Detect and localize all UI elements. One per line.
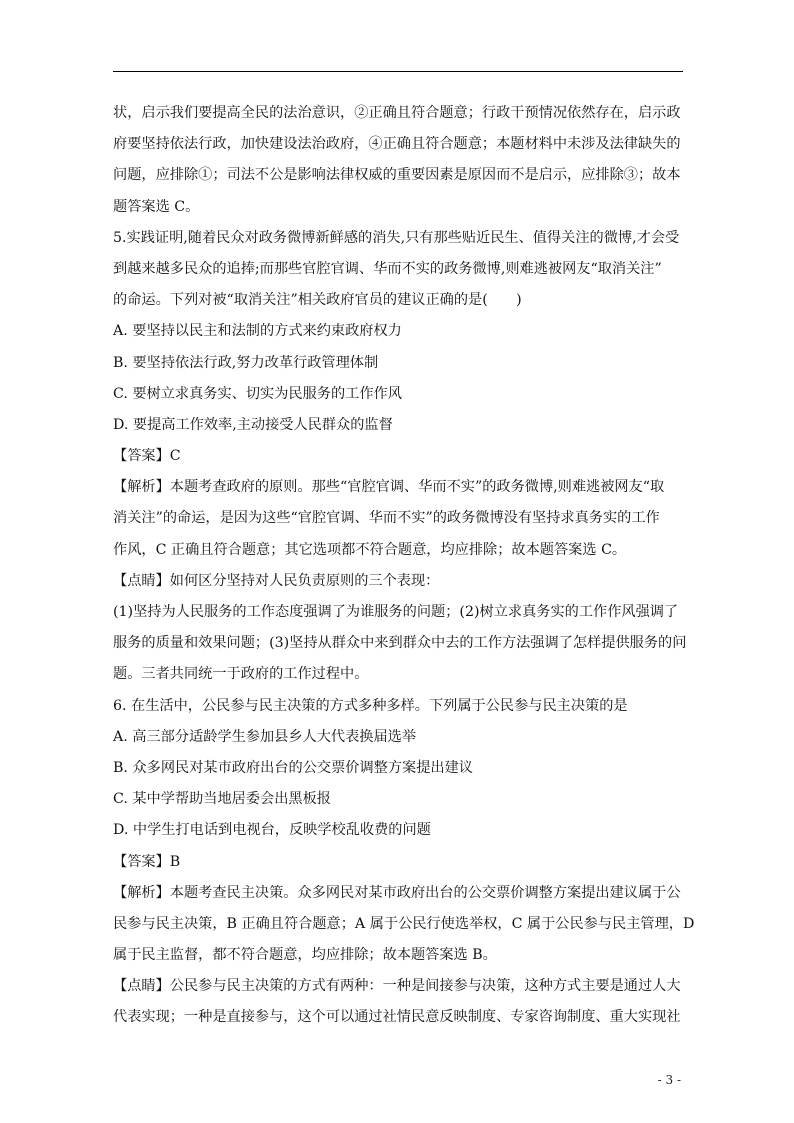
page-number: - 3 -	[657, 1073, 681, 1087]
header-rule	[113, 71, 683, 72]
question-6-option-d: D. 中学生打电话到电视台，反映学校乱收费的问题	[113, 822, 431, 839]
question-5-tip: 题。三者共同统一于政府的工作过程中。	[113, 666, 369, 683]
question-6-option-c: C. 某中学帮助当地居委会出黑板报	[113, 791, 331, 808]
question-6-stem: 6. 在生活中，公民参与民主决策的方式多种多样。下列属于公民参与民主决策的是	[113, 697, 628, 714]
question-5-stem: 到越来越多民众的追捧;而那些官腔官调、华而不实的政务微博,则难逃被网友“取消关注”	[113, 260, 662, 277]
question-6-option-b: B. 众多网民对某市政府出台的公交票价调整方案提出建议	[113, 759, 473, 776]
question-5-analysis: 消关注”的命运，是因为这些“官腔官调、华而不实”的政务微博没有坚持求真务实的工作	[113, 510, 660, 527]
document-body	[113, 98, 695, 1034]
text-line: 问题，应排除①；司法不公是影响法律权威的重要因素是原因而不是启示，应排除③；故本	[113, 167, 681, 184]
question-5-option-c: C. 要树立求真务实、切实为民服务的工作作风	[113, 385, 402, 402]
question-5-tip: 服务的质量和效果问题；(3)坚持从群众中来到群众中去的工作方法强调了怎样提供服务的问	[113, 635, 687, 652]
question-5-option-d: D. 要提高工作效率,主动接受人民群众的监督	[113, 416, 393, 433]
question-5-stem: 5.实践证明,随着民众对政务微博新鲜感的消失,只有那些贴近民生、值得关注的微博,才会受	[113, 229, 680, 246]
question-6-answer: 【答案】B	[113, 853, 181, 870]
question-5-option-a: A. 要坚持以民主和法制的方式来约束政府权力	[113, 323, 402, 340]
question-6-analysis: 民参与民主决策，B 正确且符合题意；A 属于公民行使选举权，C 属于公民参与民主管理，D	[113, 915, 695, 932]
question-5-answer: 【答案】C	[113, 448, 181, 465]
question-6-option-a: A. 高三部分适龄学生参加县乡人大代表换届选举	[113, 728, 417, 745]
question-5-option-b: B. 要坚持依法行政,努力改革行政管理体制	[113, 354, 379, 371]
text-line: 题答案选 C。	[113, 198, 200, 215]
question-5-tip: 【点睛】如何区分坚持对人民负责原则的三个表现：	[113, 572, 440, 589]
question-5-analysis: 【解析】本题考查政府的原则。那些“官腔官调、华而不实”的政务微博,则难逃被网友“取	[113, 479, 665, 496]
question-6-tip: 代表实现；一种是直接参与，这个可以通过社情民意反映制度、专家咨询制度、重大实现社	[113, 1009, 681, 1026]
text-line: 状，启示我们要提高全民的法治意识，②正确且符合题意；行政干预情况依然存在，启示政	[113, 105, 681, 121]
text-line: 府要坚持依法行政，加快建设法治政府，④正确且符合题意；本题材料中未涉及法律缺失的	[113, 136, 681, 153]
question-5-stem: 的命运。下列对被“取消关注”相关政府官员的建议正确的是( )	[113, 292, 522, 309]
question-5-analysis: 作风，C 正确且符合题意；其它选项都不符合题意，均应排除；故本题答案选 C。	[113, 541, 627, 558]
question-6-tip: 【点睛】公民参与民主决策的方式有两种：一种是间接参与决策，这种方式主要是通过人大	[113, 978, 681, 995]
question-6-analysis: 【解析】本题考查民主决策。众多网民对某市政府出台的公交票价调整方案提出建议属于公	[113, 884, 681, 901]
question-6-analysis: 属于民主监督，都不符合题意，均应排除；故本题答案选 B。	[113, 947, 497, 964]
question-5-tip: (1)坚持为人民服务的工作态度强调了为谁服务的问题；(2)树立求真务实的工作作风强调了	[113, 604, 679, 620]
